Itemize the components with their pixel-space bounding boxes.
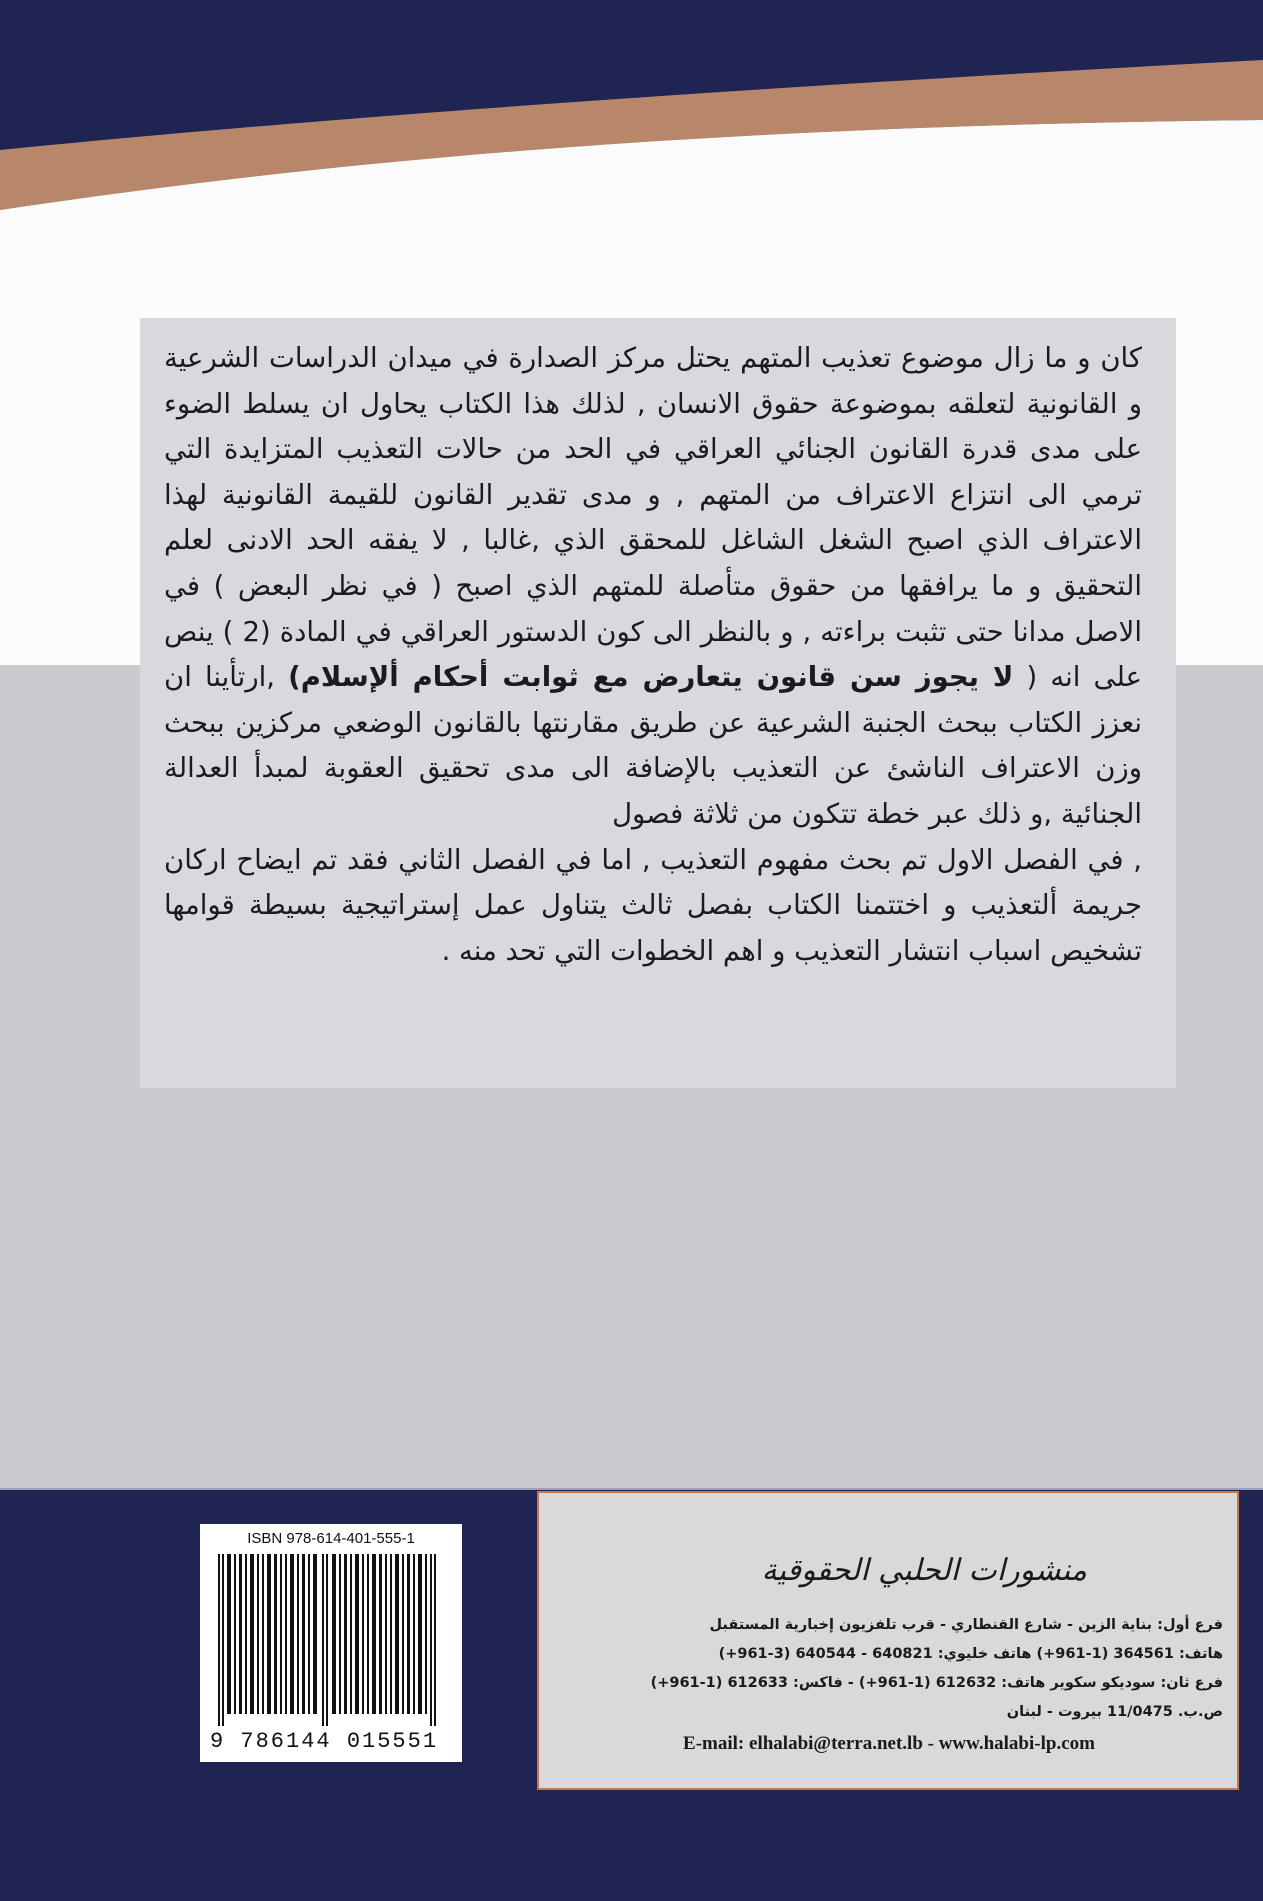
blurb-text-1-end: ,ارتأينا ان نعزز الكتاب ببحث الجنبة الشرعية عن طريق مقارنتها بالقانون الوضعي مركزين ببحث وزن الاعتراف الناشئ عن التعذيب بالإضافة الى مدى تحقيق العقوبة لمبدأ العدالة الجنائية ,و ذلك عبر خطة تتكون من ثلاثة فصول — [164, 661, 1142, 830]
phone-line: هاتف: 364561 (1-961+) هاتف خليوي: 640821 - 640544 (3-961+) — [718, 1646, 1223, 1662]
isbn-label: ISBN 978-614-401-555-1 — [247, 1530, 415, 1547]
blurb-paragraph-1 — [164, 336, 1142, 838]
branch-two-line: فرع ثان: سوديكو سكوير هاتف: 612632 (1-961+) - فاكس: 612633 (1-961+) — [650, 1675, 1223, 1691]
isbn-barcode — [200, 1524, 462, 1762]
blurb-bold-quote: لا يجوز سن قانون يتعارض مع ثوابت أحكام ألإسلام) — [288, 661, 1014, 694]
po-box-line: ص.ب. 11/0475 بيروت - لبنان — [1006, 1704, 1223, 1720]
blurb-text-1: كان و ما زال موضوع تعذيب المتهم يحتل مركز الصدارة في ميدان الدراسات الشرعية و القانونية لتعلقه بموضوعة حقوق الانسان , لذلك هذا الكتاب يحاول ان يسلط الضوء على مدى قدرة القانون الجنائي العراقي في الحد من حالات التعذيب المتزايدة التي ترمي الى انتزاع الاعتراف من المتهم , و مدى تقدير القانون للقيمة القانونية لهذا الاعتراف الذي اصبح الشغل الشاغل للمحقق الذي ,غالبا , لا يفقه الحد الادنى لعلم التحقيق و ما يرافقها من حقوق متأصلة للمتهم الذي اصبح ( في نظر البعض ) في الاصل مدانا حتى تثبت براءته , و بالنظر الى كون الدستور العراقي في المادة (2 ) ينص على انه ( — [164, 342, 1142, 694]
barcode-digits: 9 786144 015551 — [210, 1729, 439, 1754]
publisher-contact: E-mail: elhalabi@terra.net.lb - www.halabi-lp.com — [683, 1733, 1095, 1754]
publisher-logo: منشورات الحلبي الحقوقية — [761, 1553, 1087, 1588]
back-cover-blurb — [140, 318, 1176, 1088]
barcode-bars — [210, 1554, 454, 1726]
branch-one-line: فرع أول: بناية الزين - شارع القنطاري - قرب تلفزيون إخبارية المستقبل — [709, 1617, 1223, 1633]
publisher-address — [583, 1611, 1223, 1727]
publisher-info — [537, 1491, 1239, 1790]
blurb-paragraph-2: , في الفصل الاول تم بحث مفهوم التعذيب , اما في الفصل الثاني فقد تم ايضاح اركان جريمة ألتعذيب و اختتمنا الكتاب بفصل ثالث يتناول عمل إستراتيجية بسيطة قوامها تشخيص اسباب انتشار التعذيب و اهم الخطوات التي تحد منه . — [164, 843, 1142, 967]
